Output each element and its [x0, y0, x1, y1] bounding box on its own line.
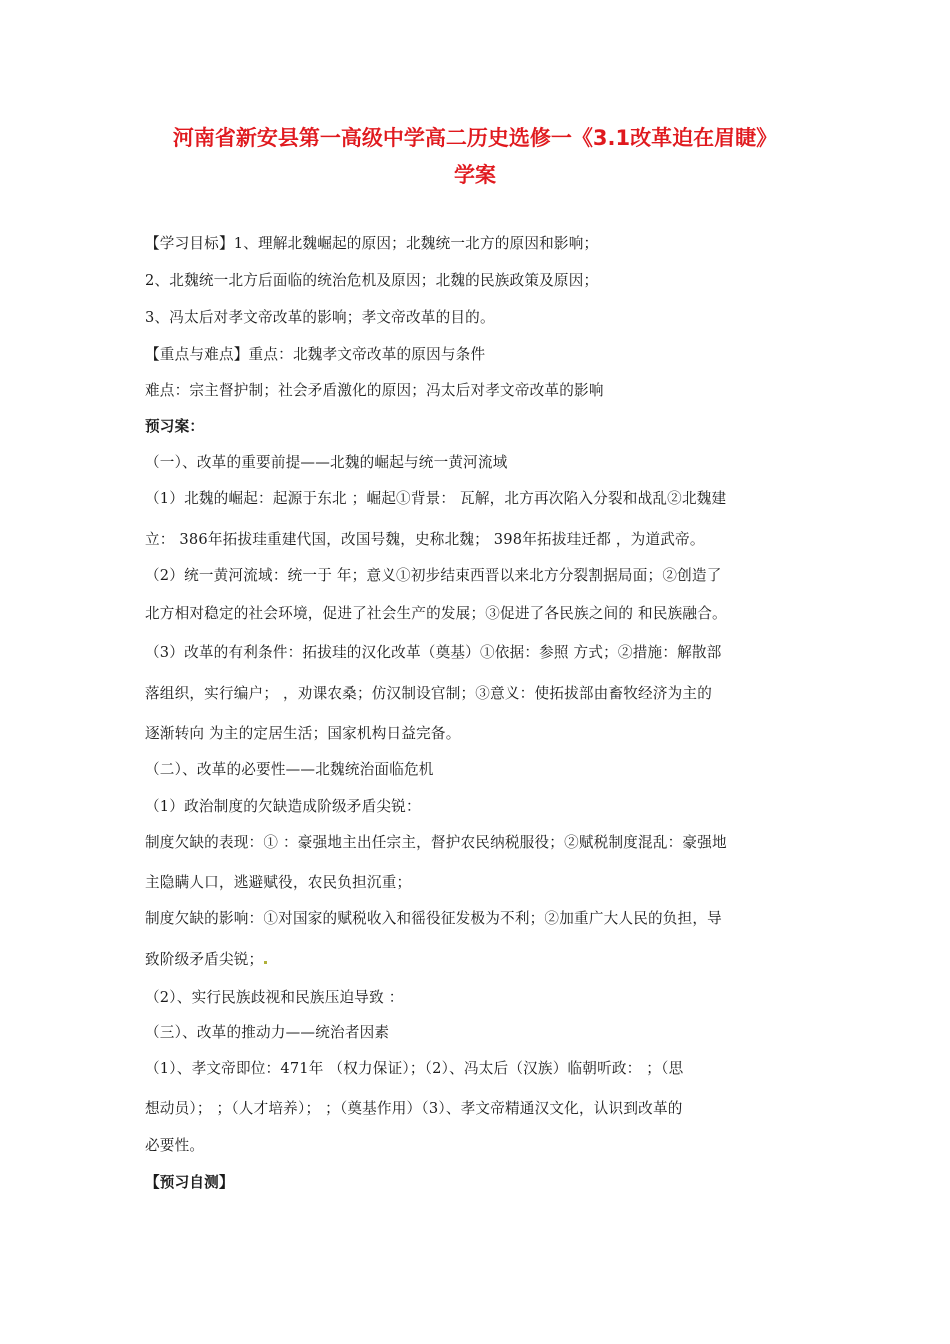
section-one-para-1-line-2: 立： 386年拓拔珪重建代国，改国号魏，史称北魏； 398年拓拔珪迁都 ，为道武帝。 [145, 531, 705, 548]
section-one-para-3-line-3: 逐渐转向 为主的定居生活；国家机构日益完备。 [145, 725, 461, 742]
section-one-para-3-line-1: （3）改革的有利条件：拓拔珪的汉化改革（奠基）①依据：参照 方式；②措施：解散部 [145, 644, 722, 661]
section-two-item-1: （1）政治制度的欠缺造成阶级矛盾尖锐： [145, 798, 421, 815]
section-three-line-2: 想动员）； ；（人才培养）； ；（奠基作用）（3）、孝文帝精通汉文化，认识到改革的 [145, 1100, 683, 1117]
section-one-para-2-line-1: （2）统一黄河流域：统一于 年；意义①初步结束西晋以来北方分裂割据局面；②创造了 [145, 567, 722, 584]
document-title-line-2: 学案 [454, 163, 496, 187]
system-deficiency-line-2: 主隐瞒人口，逃避赋役，农民负担沉重； [145, 874, 412, 891]
stray-mark [264, 961, 267, 964]
section-three-line-3: 必要性。 [145, 1137, 205, 1154]
deficiency-impact-line-1: 制度欠缺的影响：①对国家的赋税收入和徭役征发极为不利；②加重广大人民的负担，导 [145, 910, 722, 927]
system-deficiency-line-1: 制度欠缺的表现：① ：豪强地主出任宗主，督护农民纳税服役；②赋税制度混乱：豪强地 [145, 834, 727, 851]
learning-goals-line-1: 【学习目标】1、理解北魏崛起的原因；北魏统一北方的原因和影响； [145, 235, 599, 252]
learning-goals-line-2: 2、北魏统一北方后面临的统治危机及原因；北魏的民族政策及原因； [145, 272, 599, 289]
section-one-para-2-line-2: 北方相对稳定的社会环境，促进了社会生产的发展；③促进了各民族之间的 和民族融合。 [145, 605, 727, 622]
deficiency-impact-line-2 [145, 950, 815, 970]
difficult-points-line: 难点：宗主督护制；社会矛盾激化的原因；冯太后对孝文帝改革的影响 [145, 382, 604, 399]
section-three-line-1: （1）、孝文帝即位：471年 （权力保证）；（2）、冯太后（汉族）临朝听政： ；（思 [145, 1060, 684, 1077]
section-two-item-2: （2）、实行民族歧视和民族压迫导致 ： [145, 989, 404, 1006]
self-test-heading: 【预习自测】 [145, 1174, 234, 1191]
section-one-para-1-line-1: （1）北魏的崛起：起源于东北 ；崛起①背景： 瓦解，北方再次陷入分裂和战乱②北魏建 [145, 490, 727, 507]
key-points-line: 【重点与难点】重点：北魏孝文帝改革的原因与条件 [145, 346, 486, 363]
learning-goals-line-3 [145, 308, 815, 328]
document-title-line-1: 河南省新安县第一高级中学高二历史选修一《3.1改革迫在眉睫》 [172, 126, 778, 150]
section-one-para-3-line-2: 落组织，实行编户； ，劝课农桑；仿汉制设官制；③意义：使拓拔部由畜牧经济为主的 [145, 685, 713, 702]
deficiency-impact-line-2-text: 致阶级矛盾尖锐； [145, 951, 264, 968]
section-three-heading: （三）、改革的推动力——统治者因素 [145, 1024, 390, 1041]
section-two-heading: （二）、改革的必要性——北魏统治面临危机 [145, 761, 434, 778]
section-one-heading: （一）、改革的重要前提——北魏的崛起与统一黄河流域 [145, 454, 508, 471]
preview-heading: 预习案： [145, 418, 205, 435]
learning-goals-line-3-text: 3、冯太后对孝文帝改革的影响；孝文帝改革的目的。 [145, 309, 495, 326]
